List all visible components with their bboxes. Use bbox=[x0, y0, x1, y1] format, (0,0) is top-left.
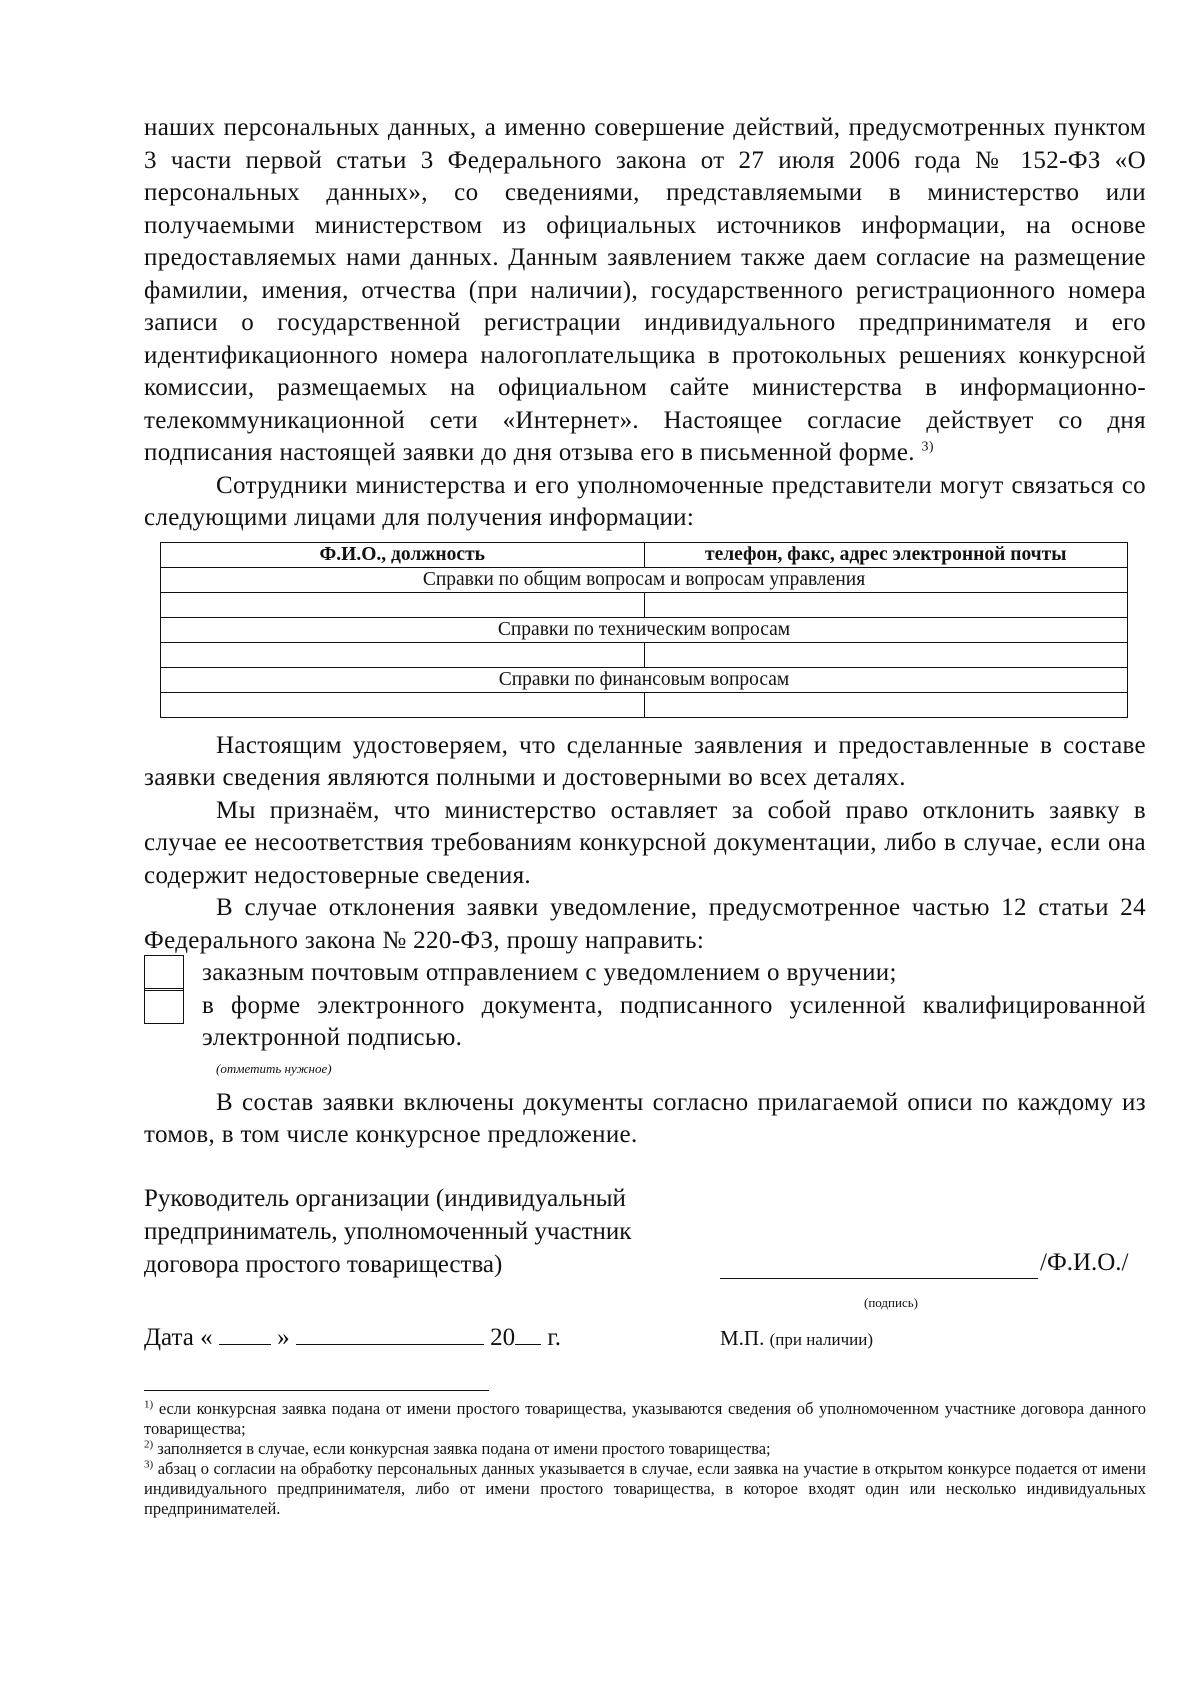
footnote-divider bbox=[144, 1390, 489, 1391]
table-section-row bbox=[161, 567, 1128, 592]
contacts-table bbox=[160, 542, 1128, 718]
contacts-intro-paragraph: Сотрудники министерства и его уполномоченные представители могут связаться со следующими лицами для получения информации: bbox=[144, 471, 1146, 531]
document-page bbox=[144, 112, 1146, 1519]
options-note: (отметить нужное) bbox=[216, 1060, 332, 1076]
seal-place bbox=[720, 1322, 873, 1356]
footnote-2: $^{2)}$ заполняется в случае, если конкурсная заявка подана от имени простого товарищества; bbox=[144, 1438, 771, 1458]
signatory-line: Руководитель организации (индивидуальный bbox=[144, 1184, 626, 1212]
signatory-title bbox=[144, 1182, 704, 1281]
mp-label: М.П. bbox=[720, 1325, 765, 1350]
signatory-line: договора простого товарищества) bbox=[144, 1250, 503, 1278]
footnote-1: $^{1)}$ если конкурсная заявка подана от имени простого товарищества, указываются сведения об уполномоченном участнике договора данного товарищества; bbox=[144, 1398, 1146, 1438]
consent-paragraph: наших персональных данных, а именно совершение действий, предусмотренных пунктом 3 части первой статьи 3 Федерального закона от 27 июля 2006 года № 152-ФЗ «О персональных данных», со сведениями, представляемыми в министерство или получаемыми министерством из официальных источников информации, на основе предоставляемых нами данных. Данным заявлением также даем согласие на размещение фамилии, имения, отчества (при наличии), государственного регистрационного номера записи о государственной регистрации индивидуального предпринимателя и его идентификационного номера налогоплательщика в протокольных решениях конкурсной комиссии, размещаемых на официальном сайте министерства в информационно-телекоммуникационной сети «Интернет». Настоящее согласие действует со дня подписания настоящей заявки до дня отзыва его в письменной форме. $^{3)}$ bbox=[144, 114, 1146, 466]
option-label-post: заказным почтовым отправлением с уведомлением о вручении; bbox=[202, 959, 897, 986]
signatory-line: предприниматель, уполномоченный участник bbox=[144, 1217, 632, 1245]
option-checkbox-post[interactable] bbox=[144, 955, 184, 991]
table-header-name: Ф.И.О., должность bbox=[161, 542, 645, 567]
date-field bbox=[144, 1318, 561, 1354]
date-year-blank[interactable] bbox=[515, 1318, 541, 1345]
table-row bbox=[161, 592, 1128, 617]
table-cell-empty[interactable] bbox=[161, 642, 645, 667]
table-cell-empty[interactable] bbox=[644, 642, 1128, 667]
mp-note: (при наличии) bbox=[769, 1329, 873, 1349]
option-label-electronic: в форме электронного документа, подписанного усиленной квалифицированной электронной подписью. bbox=[202, 991, 1146, 1051]
option-row bbox=[144, 957, 1146, 990]
certify-paragraph: Настоящим удостоверяем, что сделанные заявления и предоставленные в составе заявки сведения являются полными и достоверными во всех деталях. bbox=[144, 731, 1146, 791]
table-header-contacts: телефон, факс, адрес электронной почты bbox=[644, 542, 1128, 567]
table-cell-empty[interactable] bbox=[161, 592, 645, 617]
date-label: Дата « bbox=[144, 1323, 213, 1351]
section-general: Справки по общим вопросам и вопросам управления bbox=[161, 567, 1128, 592]
signature-block bbox=[144, 1182, 1146, 1372]
signature-fio: /Ф.И.О./ bbox=[1040, 1248, 1129, 1276]
date-day-blank[interactable] bbox=[219, 1318, 271, 1345]
section-financial: Справки по финансовым вопросам bbox=[161, 667, 1128, 692]
date-month-blank[interactable] bbox=[296, 1318, 484, 1345]
documents-paragraph: В состав заявки включены документы согласно прилагаемой описи по каждому из томов, в том числе конкурсное предложение. bbox=[144, 1088, 1146, 1148]
date-close: » bbox=[277, 1323, 290, 1351]
date-year-prefix: 20 bbox=[490, 1323, 516, 1351]
option-row bbox=[144, 990, 1146, 1055]
signature-line[interactable] bbox=[720, 1248, 1038, 1279]
delivery-options bbox=[144, 957, 1146, 1055]
table-header-row bbox=[161, 542, 1128, 567]
signature-caption: (подпись) bbox=[864, 1294, 918, 1310]
footnotes bbox=[144, 1399, 1146, 1519]
notice-paragraph: В случае отклонения заявки уведомление, предусмотренное частью 12 статьи 24 Федерального закона № 220-ФЗ, прошу направить: bbox=[144, 894, 1146, 954]
footnote-ref-3: 3) bbox=[921, 439, 934, 455]
table-cell-empty[interactable] bbox=[644, 692, 1128, 717]
table-row bbox=[161, 642, 1128, 667]
footnote-3: $^{3)}$ абзац о согласии на обработку персональных данных указывается в случае, если заявка на участие в открытом конкурсе подается от имени индивидуального предпринимателя, либо от имени простого товарищества, в которое входят один или несколько индивидуальных предпринимателей. bbox=[144, 1458, 1146, 1518]
table-section-row bbox=[161, 667, 1128, 692]
date-year-suffix: г. bbox=[547, 1323, 562, 1351]
table-section-row bbox=[161, 617, 1128, 642]
reject-right-paragraph: Мы признаём, что министерство оставляет за собой право отклонить заявку в случае ее несоответствия требованиям конкурсной документации, либо в случае, если она содержит недостоверные сведения. bbox=[144, 796, 1146, 889]
section-technical: Справки по техническим вопросам bbox=[161, 617, 1128, 642]
option-checkbox-electronic[interactable] bbox=[144, 988, 184, 1024]
table-cell-empty[interactable] bbox=[161, 692, 645, 717]
table-row bbox=[161, 692, 1128, 717]
table-cell-empty[interactable] bbox=[644, 592, 1128, 617]
